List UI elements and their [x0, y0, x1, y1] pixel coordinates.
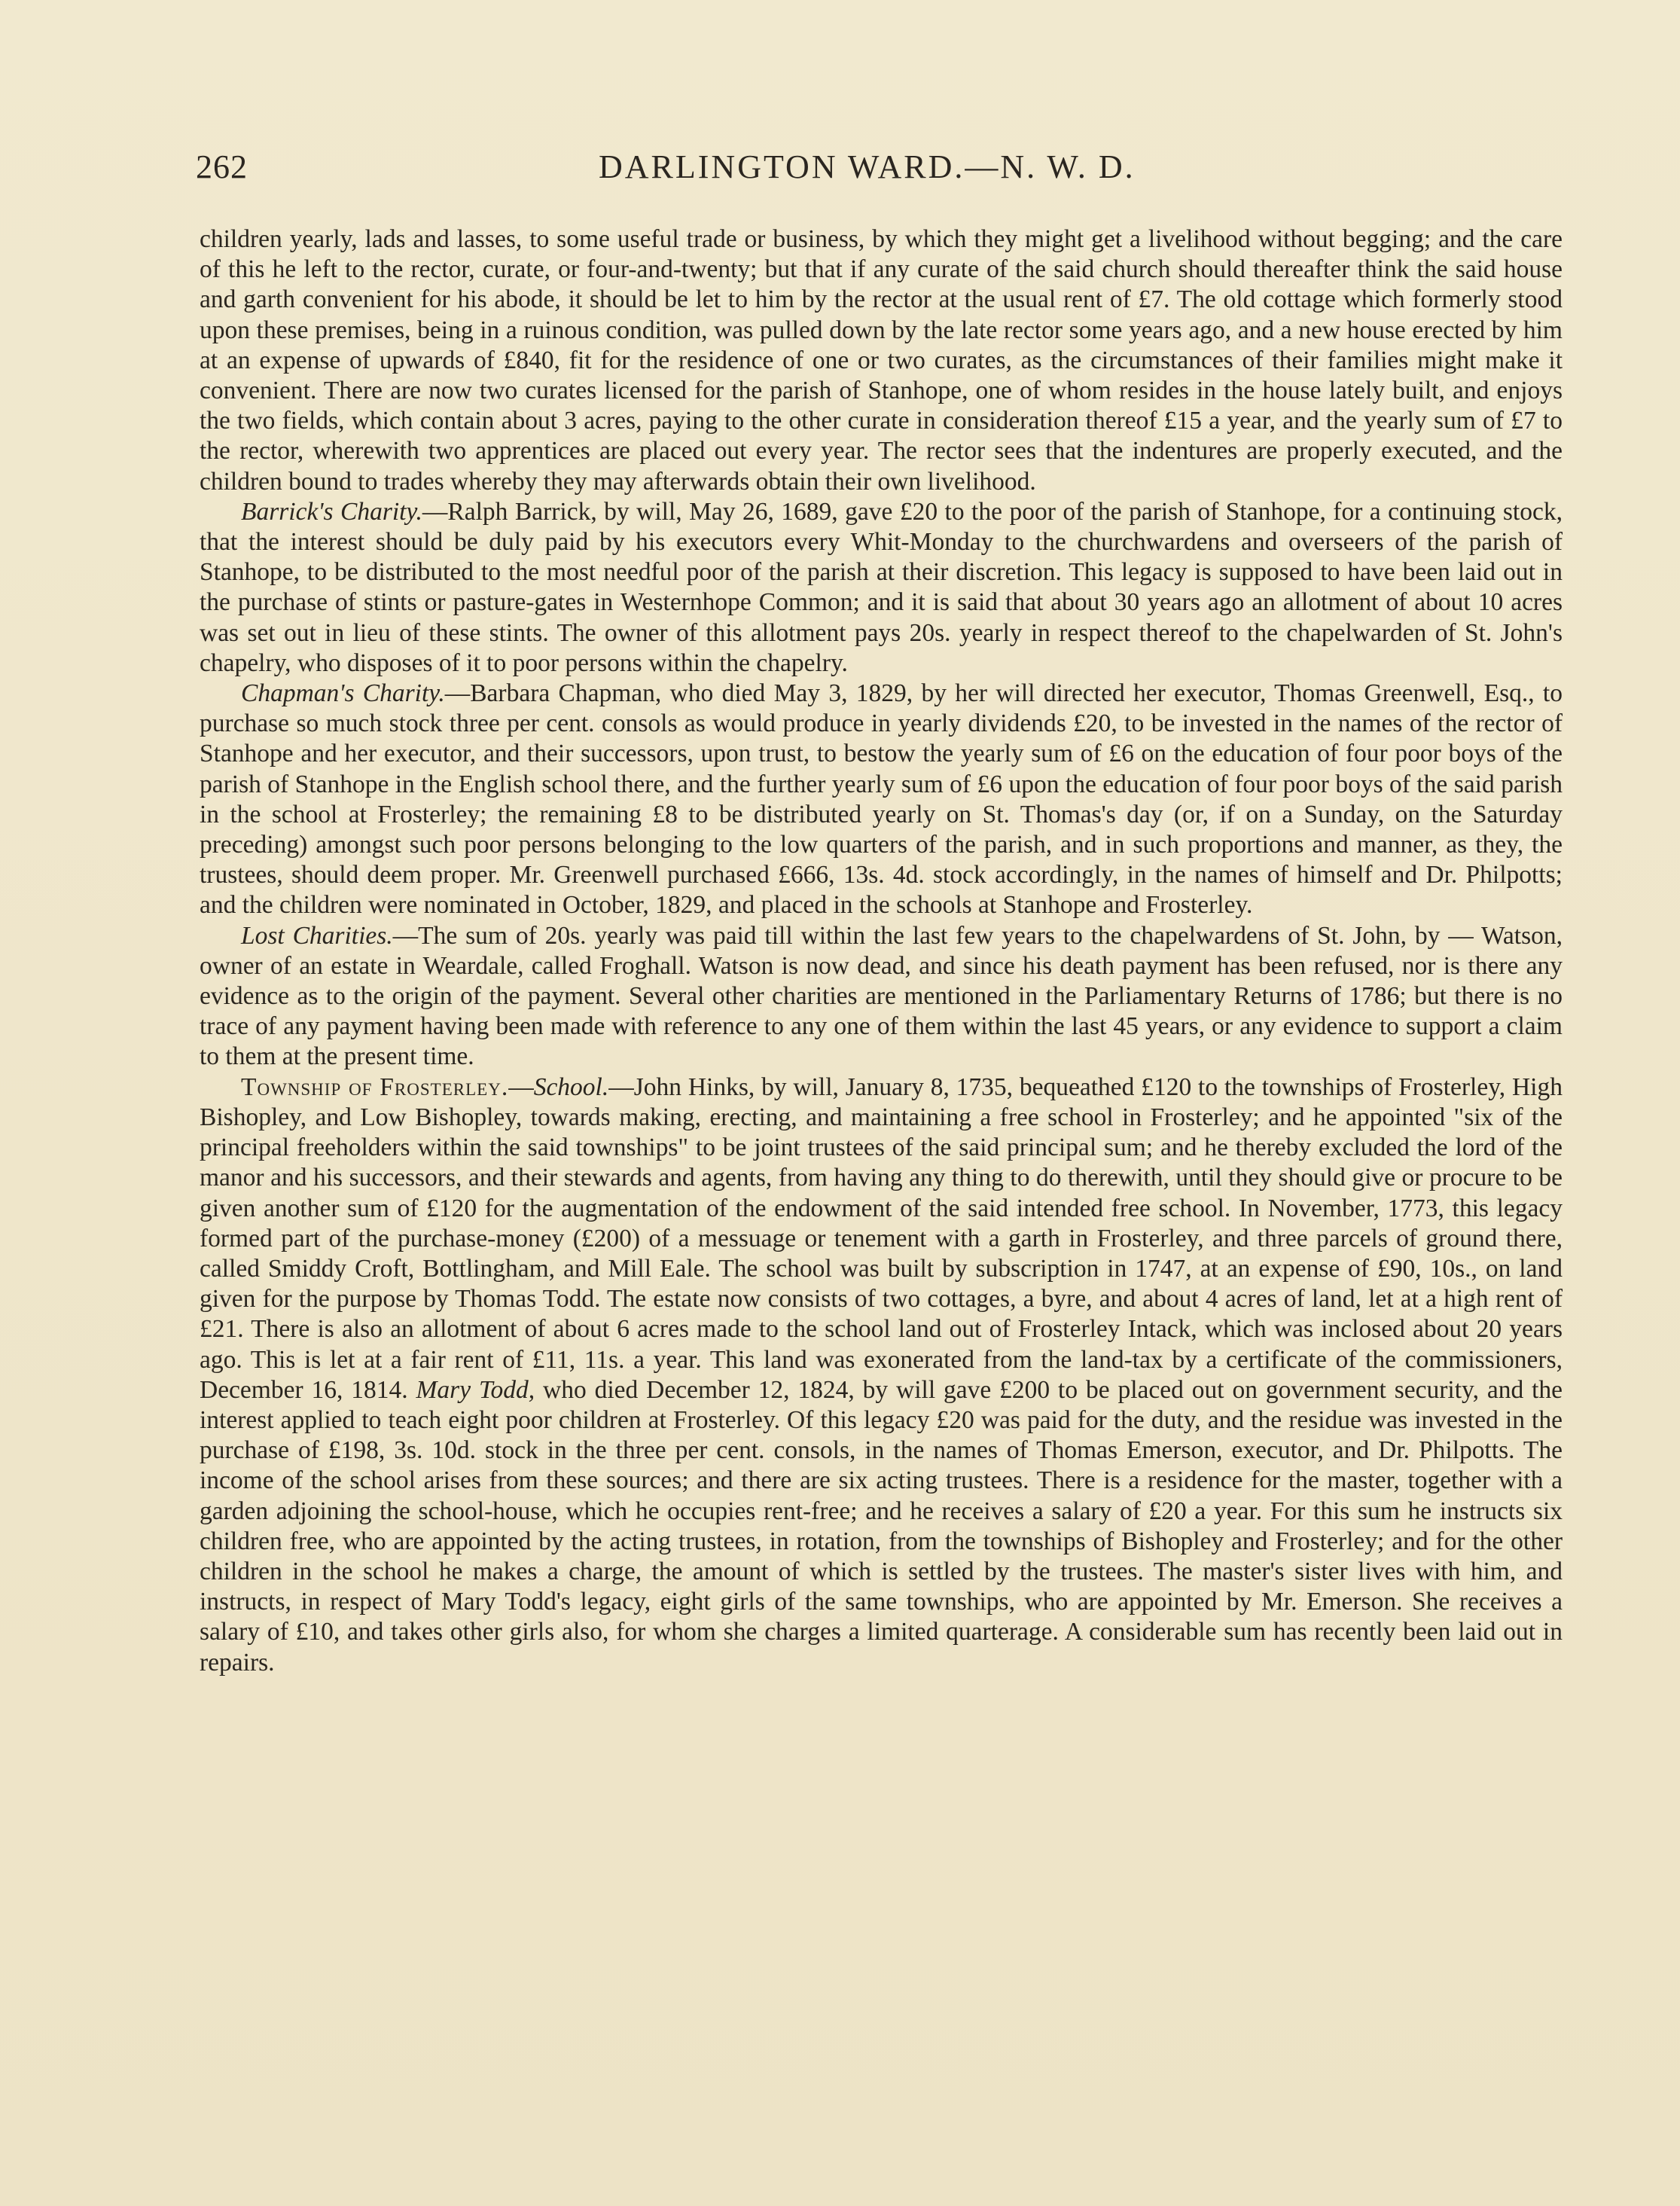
township-heading: Township of Frosterley. [241, 1072, 509, 1101]
dash: — [508, 1072, 534, 1101]
paragraph-text: —John Hinks, by will, January 8, 1735, bequeathed £120 to the townships of Frosterley, High Bishopley, and Low Bishopley, towards making, erecting, and maintaining a free school in Frosterley; and he appointed "six of the principal freeholders within the said townships" to be joint trustees of the said principal sum; and he thereby excluded the lord of the manor and his successors, and their stewards and agents, from having any thing to do therewith, until they should give or procure to be given another sum of £120 for the augmentation of the endowment of the said intended free school. In November, 1773, this legacy formed part of the purchase-money (£200) of a messuage or tenement with a garth in Frosterley, and three parcels of ground there, called Smiddy Croft, Bottlingham, and Mill Eale. The school was built by subscription in 1747, at an expense of £90, 10s., on land given for the purpose by Thomas Todd. The estate now consists of two cottages, a byre, and about 4 acres of land, let at a high rent of £21. There is also an allotment of about 6 acres made to the school land out of Frosterley Intack, which was inclosed about 20 years ago. This is let at a fair rent of £11, 11s. a year. This land was exonerated from the land-tax by a certificate of the commissioners, December 16, 1814. [200, 1072, 1563, 1404]
section-heading: Barrick's Charity. [241, 497, 422, 526]
paragraph-text: children yearly, lads and lasses, to some useful trade or business, by which they might get a livelihood without begging; and the care of this he left to the rector, curate, or four-and-twenty; but that if any curate of the said church should thereafter think the said house and garth convenient for his abode, it should be let to him by the rector at the usual rent of £7. The old cottage which formerly stood upon these premises, being in a ruinous condition, was pulled down by the late rector some years ago, and a new house erected by him at an expense of upwards of £840, fit for the residence of one or two curates, as the circumstances of their families might make it convenient. There are now two curates licensed for the parish of Stanhope, one of whom resides in the house lately built, and enjoys the two fields, which contain about 3 acres, paying to the other curate in consideration thereof £15 a year, and the yearly sum of £7 to the rector, wherewith two apprentices are placed out every year. The rector sees that the indentures are properly executed, and the children bound to trades whereby they may afterwards obtain their own livelihood. [200, 225, 1563, 496]
paragraph-barricks-charity [200, 497, 1563, 679]
paragraph-text: —Barbara Chapman, who died May 3, 1829, by her will directed her executor, Thomas Greenwell, Esq., to purchase so much stock three per cent. consols as would produce in yearly dividends £20, to be invested in the names of the rector of Stanhope and her executor, and their successors, upon trust, to bestow the yearly sum of £6 on the education of four poor boys of the parish of Stanhope in the English school there, and the further yearly sum of £6 upon the education of four poor boys of the said parish in the school at Frosterley; the remaining £8 to be distributed yearly on St. Thomas's day (or, if on a Sunday, on the Saturday preceding) amongst such poor persons belonging to the low quarters of the parish, and in such proportions and manner, as they, the trustees, should deem proper. Mr. Greenwell purchased £666, 13s. 4d. stock accordingly, in the names of himself and Dr. Philpotts; and the children were nominated in October, 1829, and placed in the schools at Stanhope and Frosterley. [200, 679, 1563, 920]
running-head: DARLINGTON WARD.—N. W. D. [599, 148, 1136, 185]
paragraph-text: —Ralph Barrick, by will, May 26, 1689, gave £20 to the poor of the parish of Stanhope, for a continuing stock, that the interest should be duly paid by his executors every Whit-Monday to the churchwardens and overseers of the parish of Stanhope, to be distributed to the most needful poor of the parish at their discretion. This legacy is supposed to have been laid out in the purchase of stints or pasture-gates in Westernhope Common; and it is said that about 30 years ago an allotment of about 10 acres was set out in lieu of these stints. The owner of this allotment pays 20s. yearly in respect thereof to the chapelwarden of St. John's chapelry, who disposes of it to poor persons within the chapelry. [200, 497, 1563, 677]
paragraph-chapmans-charity [200, 679, 1563, 921]
page-header [196, 148, 1559, 193]
section-heading: School. [533, 1072, 609, 1101]
body-text [200, 224, 1563, 1678]
paragraph-text: who died December 12, 1824, by will gave £200 to be placed out on government security, and the interest applied to teach eight poor children at Frosterley. Of this legacy £20 was paid for the duty, and the residue was invested in the purchase of £198, 3s. 10d. stock in the three per cent. consols, in the names of Thomas Emerson, executor, and Dr. Philpotts. The income of the school arises from these sources; and there are six acting trustees. There is a residence for the master, together with a garden adjoining the school-house, which he occupies rent-free; and he receives a salary of £20 a year. For this sum he instructs six children free, who are appointed by the acting trustees, in rotation, from the townships of Bishopley and Frosterley; and for the other children in the school he makes a charge, the amount of which is settled by the trustees. The master's sister lives with him, and instructs, in respect of Mary Todd's legacy, eight girls of the same townships, who are appointed by Mr. Emerson. She receives a salary of £10, and takes other girls also, for whom she charges a limited quarterage. A considerable sum has recently been laid out in repairs. [200, 1375, 1563, 1677]
paragraph-text: —The sum of 20s. yearly was paid till within the last few years to the chapelwardens of St. John, by — Watson, owner of an estate in Weardale, called Froghall. Watson is now dead, and since his death payment has been refused, nor is there any evidence as to the origin of the payment. Several other charities are mentioned in the Parliamentary Returns of 1786; but there is no trace of any payment having been made with reference to any one of them within the last 45 years, or any evidence to support a claim to them at the present time. [200, 921, 1563, 1071]
section-heading: Lost Charities. [241, 921, 393, 950]
page-number: 262 [196, 148, 248, 185]
paragraph-lost-charities [200, 921, 1563, 1072]
name-mary-todd: Mary Todd, [416, 1375, 535, 1404]
paragraph-continuation [200, 224, 1563, 497]
paragraph-township-frosterley [200, 1072, 1563, 1678]
section-heading: Chapman's Charity. [241, 679, 445, 708]
